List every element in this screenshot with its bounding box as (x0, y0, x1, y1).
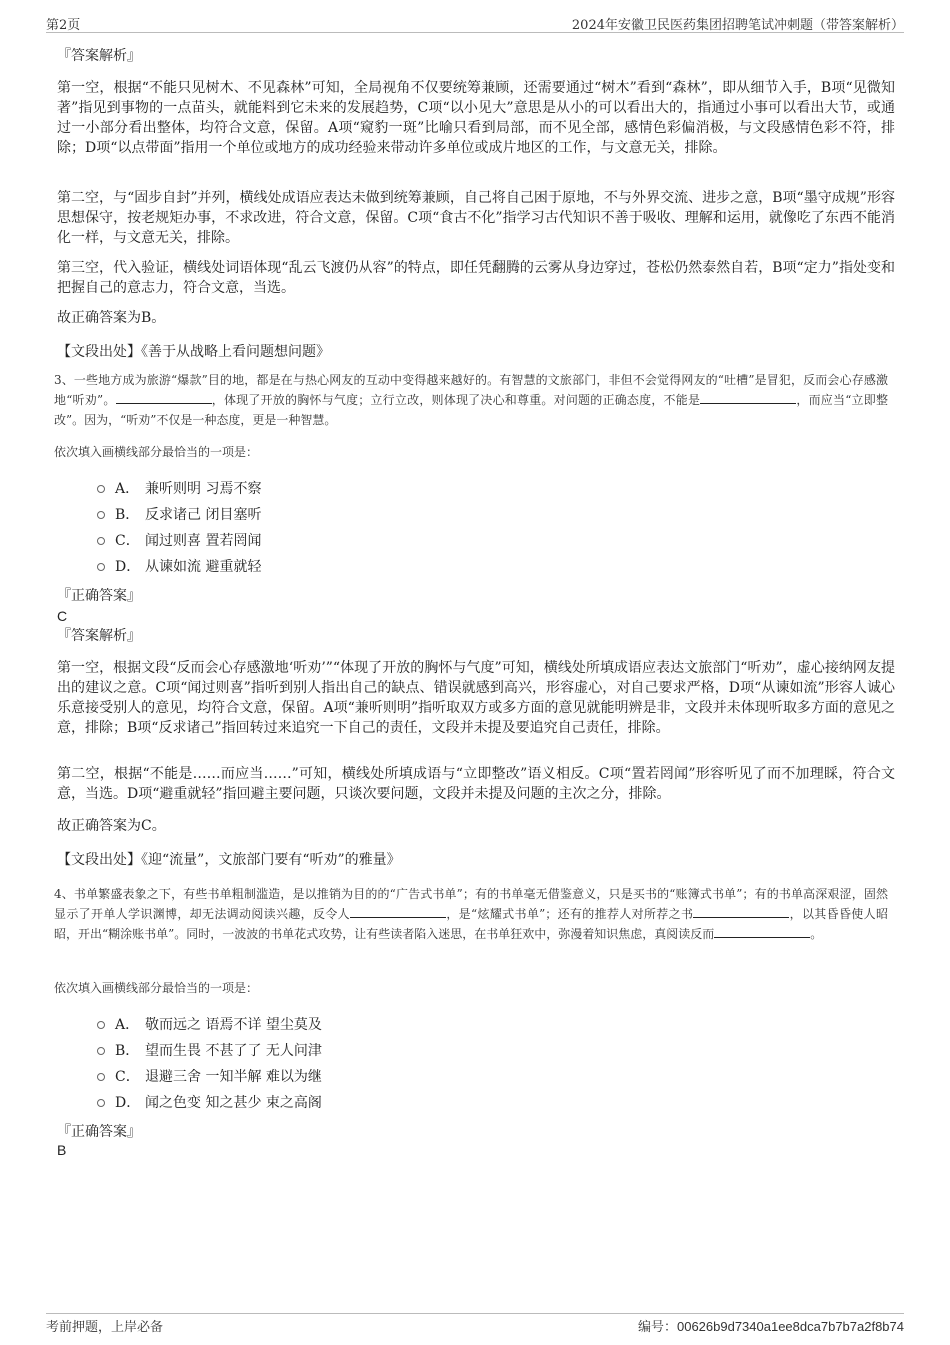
q3-option-a[interactable]: A． 兼听则明 习焉不察 (57, 476, 457, 502)
q3-options (57, 476, 457, 580)
q3-stem (54, 370, 888, 430)
q4-answer: B (57, 1142, 67, 1158)
source-prefix: 【文段出处】 (57, 852, 141, 868)
q4-stem-part2: ，是“炫耀式书单”；还有的推荐人对所荐之书 (446, 907, 694, 921)
q3-conclusion: 故正确答案为C。 (57, 818, 166, 834)
q2-analysis-p1: 第一空，根据“不能只见树木、不见森林”可知，全局视角不仅要统筹兼顾，还需要通过“树木”看到“森林”，即从细节入手，B项“见微知著”指见到事物的一点苗头，就能料到它未来的发展趋势，C项“以小见大”意思是从小的可以看出大的，指通过小事可以看出大节，或通过一小部分看出整体，均符合文意，保留。A项“窥豹一斑”比喻只看到局部，而不见全部，感情色彩偏消极，与文段感情色彩不符，排除；D项“以点带面”指用一个单位或地方的成功经验来带动许多单位或成片地区的工作，与文意无关，排除。 (57, 80, 895, 156)
radio-icon[interactable] (97, 1021, 105, 1029)
q3-analysis-label: 『答案解析』 (57, 628, 141, 644)
q3-blank-2 (700, 391, 796, 404)
q3-prompt: 依次填入画横线部分最恰当的一项是： (54, 445, 259, 459)
q4-stem-part1: 4、书单繁盛表象之下，有些书单粗制滥造，是以推销为目的的“广告式书单”；有的书单毫无借鉴意义，只是买书的“账簿式书单”；有的书单高深艰涩，固然显示了开单人学识渊博，却无法调动阅读兴趣，反令人 (54, 887, 888, 921)
q3-correct-label: 『正确答案』 (57, 588, 141, 604)
q3-answer: C (57, 608, 68, 624)
document-title: 2024年安徽卫民医药集团招聘笔试冲刺题（带答案解析） (571, 18, 904, 33)
q4-option-d[interactable]: D． 闻之色变 知之甚少 束之高阁 (57, 1090, 457, 1116)
q4-option-a[interactable]: A． 敬而远之 语焉不详 望尘莫及 (57, 1012, 457, 1038)
q2-analysis-p2: 第二空，与“固步自封”并列，横线处成语应表达未做到统筹兼顾，自己将自己困于原地，不与外界交流、进步之意，B项“墨守成规”形容思想保守，按老规矩办事，不求改进，符合文意，保留。C项“食古不化”指学习古代知识不善于吸收、理解和运用，就像吃了东西不能消化一样，与文意无关，排除。 (57, 190, 895, 246)
q3-option-c[interactable]: C． 闻过则喜 置若罔闻 (57, 528, 457, 554)
q4-options (57, 1012, 457, 1116)
radio-icon[interactable] (97, 537, 105, 545)
q3-stem-part2: ，体现了开放的胸怀与气度；立行立改，则体现了决心和尊重。对问题的正确态度，不能是 (211, 393, 701, 407)
q4-option-b[interactable]: B． 望而生畏 不甚了了 无人问津 (57, 1038, 457, 1064)
page-footer (46, 1313, 904, 1335)
radio-icon[interactable] (97, 485, 105, 493)
page-header (46, 14, 904, 33)
q4-blank-1 (350, 905, 446, 918)
footer-code (638, 1316, 904, 1335)
q2-source (57, 342, 330, 362)
q4-blank-3 (714, 925, 810, 938)
radio-icon[interactable] (97, 1073, 105, 1081)
analysis-label: 『答案解析』 (57, 48, 141, 64)
q4-stem (54, 884, 888, 944)
source-prefix: 【文段出处】 (57, 344, 141, 360)
footer-slogan: 考前押题，上岸必备 (46, 1320, 164, 1335)
q3-analysis-p2: 第二空，根据“不能是……而应当……”可知，横线处所填成语与“立即整改”语义相反。C项“置若罔闻”形容听见了而不加理睬，符合文意，当选。D项“避重就轻”指回避主要问题，只谈次要问题，文段并未提及问题的主次之分，排除。 (57, 766, 895, 802)
q3-source (57, 850, 401, 870)
q4-stem-part3: ，以其昏昏使人昭昭，开出“糊涂账书单”。同时，一波波的书单花式攻势，让有些读者陷入迷思，在书单狂欢中，弥漫着知识焦虑，真阅读反而 (54, 907, 888, 941)
q3-blank-1 (116, 391, 212, 404)
q3-option-b[interactable]: B． 反求诸己 闭目塞听 (57, 502, 457, 528)
source-title: 《迎“流量”，文旅部门要有“听劝”的雅量》 (141, 852, 401, 868)
q3-stem-part1: 3、一些地方成为旅游“爆款”目的地，都是在与热心网友的互动中变得越来越好的。有智慧的文旅部门，非但不会觉得网友的“吐槽”是冒犯，反而会心存感激地“听劝”。 (54, 373, 888, 407)
q4-prompt: 依次填入画横线部分最恰当的一项是： (54, 981, 259, 995)
radio-icon[interactable] (97, 563, 105, 571)
q3-analysis-p1: 第一空，根据文段“反而会心存感激地‘听劝’”“体现了开放的胸怀与气度”可知，横线处所填成语应表达文旅部门“听劝”，虚心接纳网友提出的建议之意。C项“闻过则喜”指听到别人指出自己的缺点、错误就感到高兴，形容虚心，对自己要求严格，D项“从谏如流”形容人诚心乐意接受别人的意见，均符合文意，保留。A项“兼听则明”指听取双方或多方面的意见就能明辨是非，文段并未体现听取多方面的意见之意，排除；B项“反求诸己”指回转过来追究一下自己的责任，文段并未提及要追究自己责任，排除。 (57, 660, 895, 736)
page-number: 第2页 (46, 18, 81, 33)
source-title: 《善于从战略上看问题想问题》 (141, 344, 330, 360)
footer-code-value: 00626b9d7340a1ee8dca7b7b7a2f8b74 (676, 1319, 904, 1334)
q2-analysis-p3: 第三空，代入验证，横线处词语体现“乱云飞渡仍从容”的特点，即任凭翻腾的云雾从身边穿过，苍松仍然泰然自若，B项“定力”指处变和把握自己的意志力，符合文意，当选。 (57, 260, 895, 296)
radio-icon[interactable] (97, 1099, 105, 1107)
q3-option-d[interactable]: D． 从谏如流 避重就轻 (57, 554, 457, 580)
q3-stem-part3: ，而应当“立即整改”。因为，“听劝”不仅是一种态度，更是一种智慧。 (54, 393, 888, 427)
footer-code-label: 编号： (637, 1320, 677, 1335)
q4-option-c[interactable]: C． 退避三舍 一知半解 难以为继 (57, 1064, 457, 1090)
q2-conclusion: 故正确答案为B。 (57, 310, 166, 326)
q4-stem-part4: 。 (810, 927, 823, 941)
q4-blank-2 (693, 905, 789, 918)
q4-correct-label: 『正确答案』 (57, 1124, 141, 1140)
radio-icon[interactable] (97, 1047, 105, 1055)
radio-icon[interactable] (97, 511, 105, 519)
